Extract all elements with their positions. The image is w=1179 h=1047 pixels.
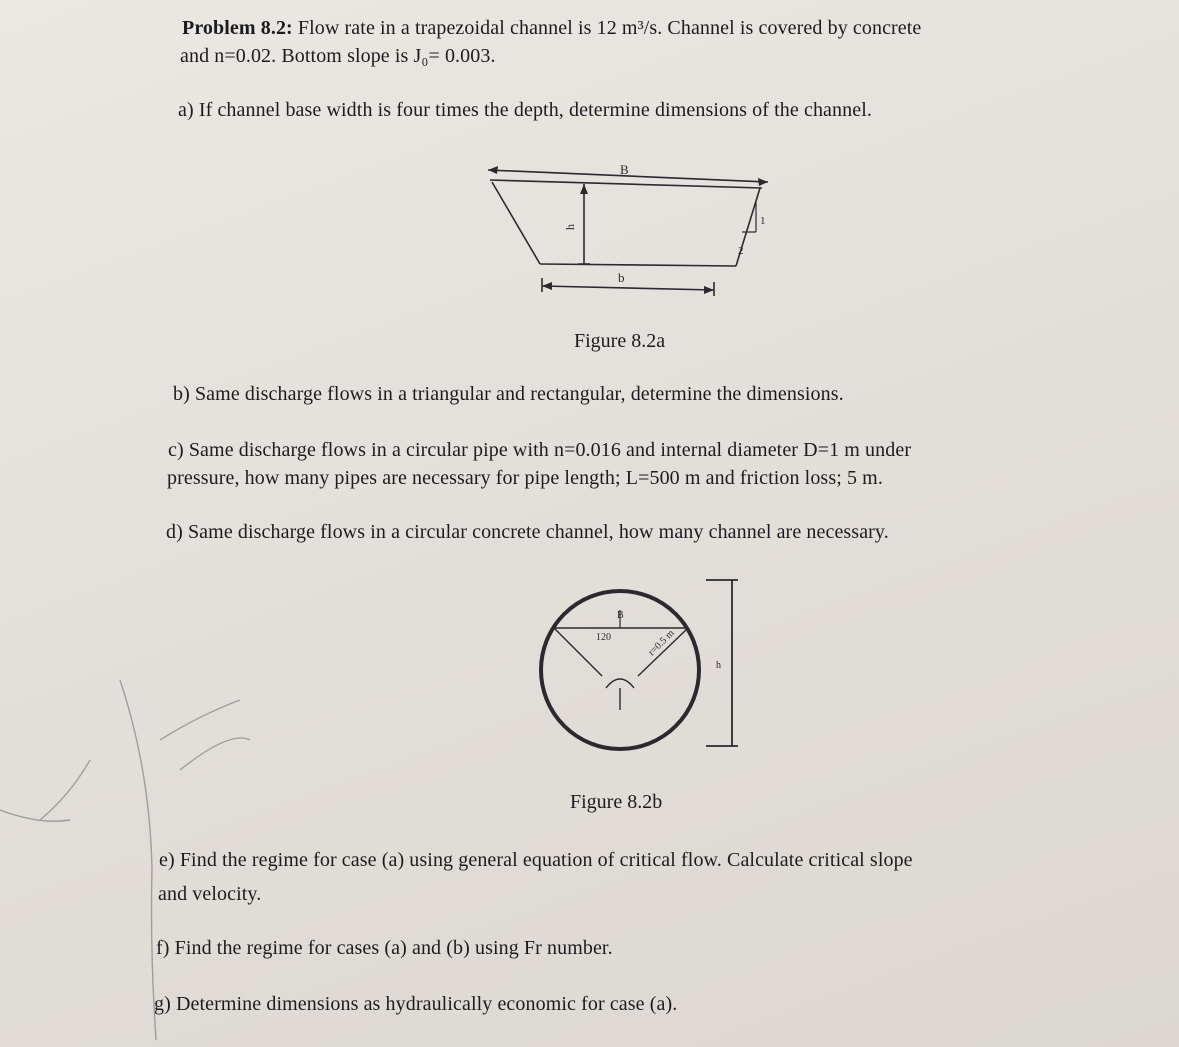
problem-intro-text: Flow rate in a trapezoidal channel is 12 m³/s. Channel is covered by concrete bbox=[297, 17, 922, 39]
part-c-text-line-2: pressure, how many pipes are necessary for pipe length; L=500 m and friction loss; 5 m. bbox=[167, 467, 883, 489]
depth-label: h bbox=[716, 660, 721, 671]
part-a-text: a) If channel base width is four times the depth, determine dimensions of the channel. bbox=[178, 99, 872, 121]
part-f-text: f) Find the regime for cases (a) and (b) using Fr number. bbox=[156, 937, 613, 959]
part-b-text: b) Same discharge flows in a triangular and rectangular, determine the dimensions. bbox=[173, 383, 844, 405]
width-label: B bbox=[617, 610, 624, 621]
water-surface-line bbox=[490, 180, 762, 188]
left-bank-line bbox=[492, 182, 540, 264]
part-e-text-line-2: and velocity. bbox=[158, 883, 262, 905]
problem-statement-line-1 bbox=[182, 16, 921, 40]
problem-title: Problem 8.2: bbox=[182, 17, 293, 39]
figure-8-2b-circular-diagram bbox=[520, 570, 760, 760]
slope-horizontal-label: 2 bbox=[738, 245, 744, 257]
radius-line-left bbox=[554, 628, 602, 676]
problem-statement-line-2: and n=0.02. Bottom slope is J₀= 0.003. bbox=[180, 45, 496, 67]
bottom-width-label: b bbox=[618, 270, 625, 285]
top-width-label: B bbox=[620, 162, 629, 177]
figure-8-2a-trapezoid-diagram bbox=[480, 160, 820, 300]
bottom-width-dimension-line bbox=[542, 286, 714, 290]
figure-8-2b-caption: Figure 8.2b bbox=[570, 791, 663, 813]
depth-label: h bbox=[563, 224, 577, 230]
channel-bed-line bbox=[540, 264, 736, 266]
figure-8-2a-caption: Figure 8.2a bbox=[574, 330, 666, 352]
angle-label: 120 bbox=[596, 632, 611, 643]
radius-label: r=0.5 m bbox=[646, 627, 677, 659]
part-g-text: g) Determine dimensions as hydraulically economic for case (a). bbox=[154, 993, 678, 1015]
part-d-text: d) Same discharge flows in a circular concrete channel, how many channel are necessary. bbox=[166, 521, 889, 543]
slope-vertical-label: 1 bbox=[760, 215, 766, 227]
angle-arc bbox=[606, 679, 634, 688]
part-c-text-line-1: c) Same discharge flows in a circular pipe with n=0.016 and internal diameter D=1 m under bbox=[168, 439, 912, 461]
part-e-text-line-1: e) Find the regime for case (a) using general equation of critical flow. Calculate critical slope bbox=[159, 849, 913, 871]
margin-pen-marks bbox=[0, 620, 280, 1040]
